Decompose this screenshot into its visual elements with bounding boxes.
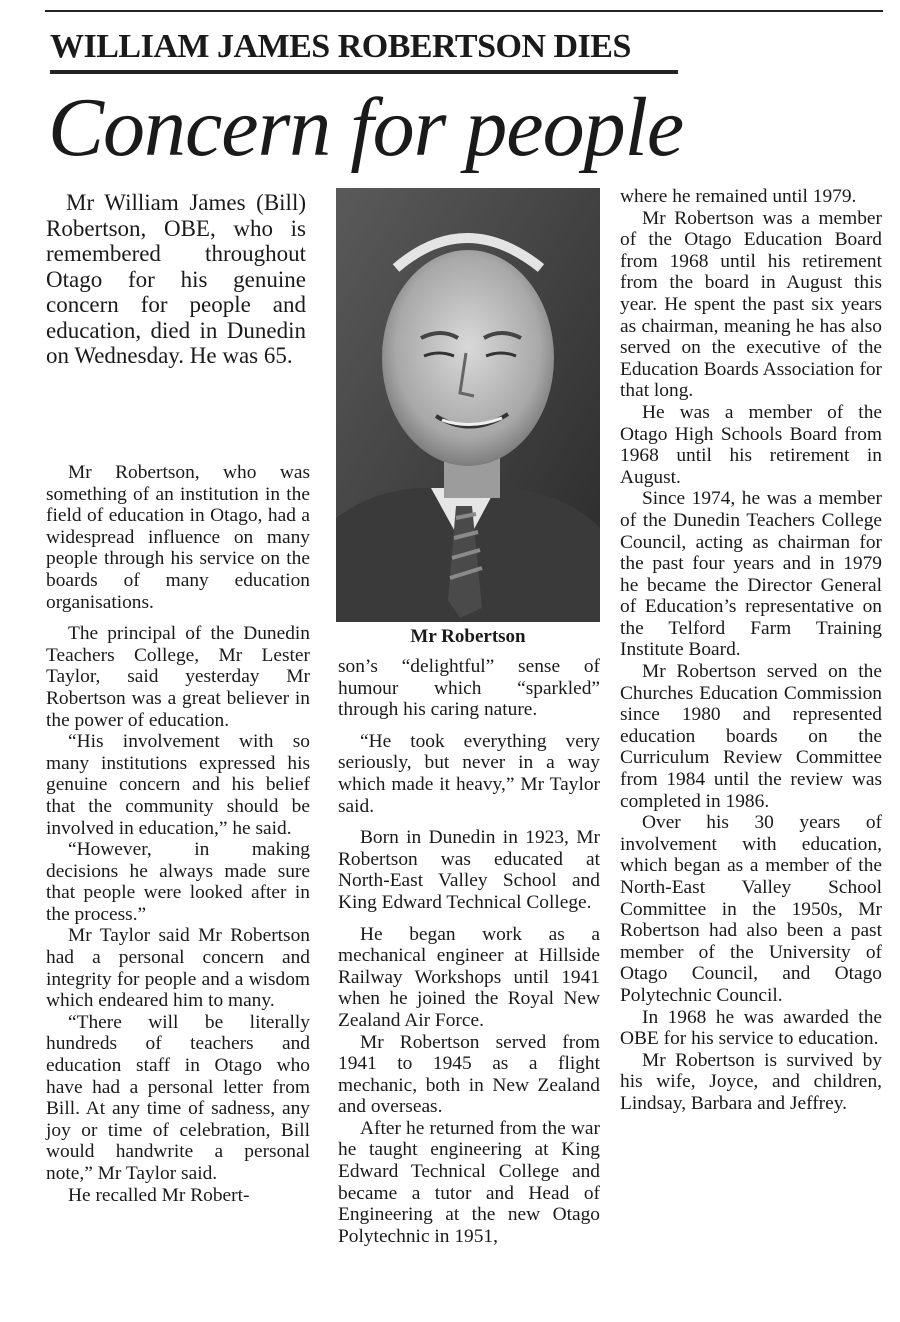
portrait-photo: [336, 188, 600, 622]
paragraph: Over his 30 years of involvement with education, which began as a member of the North-East Valley School Committee in the 1950s, Mr Robertson had also been a past member of the University of Otago Council, and Otago Polytechnic Council.: [620, 812, 882, 1006]
paragraph: He began work as a mechanical engineer at Hillside Railway Workshops until 1941 when he joined the Royal New Zealand Air Force.: [338, 923, 600, 1031]
column-1: [46, 462, 310, 1206]
paragraph: “There will be literally hundreds of teachers and education staff in Otago who have had a personal letter from Bill. At any time of sadness, any joy or time of celebration, Bill would handwrite a personal note,” Mr Taylor said.: [46, 1011, 310, 1184]
main-headline: Concern for people: [48, 81, 684, 174]
paragraph: He recalled Mr Robert-: [68, 1184, 250, 1206]
paragraph: Mr Robertson, who was something of an institution in the field of education in Otago, had a widespread influence on many people through his service on the boards of many education organisations.: [46, 462, 310, 613]
column-2: [338, 656, 600, 1247]
paragraph: “He took everything very seriously, but never in a way which made it heavy,” Mr Taylor said.: [338, 730, 600, 817]
paragraph: Mr Robertson was a member of the Otago Education Board from 1968 until his retirement from the board in August this year. He spent the past six years as chairman, meaning he has also served on the executive of the Education Boards Association for that long.: [620, 207, 882, 402]
paragraph: “His involvement with so many institutions expressed his genuine concern and his belief that the community should be involved in education,” he said.: [46, 731, 310, 839]
paragraph: where he remained until 1979.: [620, 186, 857, 207]
paragraph: Mr Robertson served from 1941 to 1945 as a flight mechanic, both in New Zealand and overseas.: [338, 1031, 600, 1118]
lede-paragraph: Mr William James (Bill) Robertson, OBE, who is remembered throughout Otago for his genuine concern for people and education, died in Dunedin on Wednesday. He was 65.: [46, 190, 306, 368]
paragraph: In 1968 he was awarded the OBE for his service to education.: [620, 1006, 882, 1050]
kicker-headline: WILLIAM JAMES ROBERTSON DIES: [50, 28, 631, 65]
paragraph: Mr Taylor said Mr Robertson had a personal concern and integrity for people and a wisdom which endeared him to many.: [46, 925, 310, 1012]
photo-caption: Mr Robertson: [410, 626, 526, 647]
paragraph: Mr Robertson served on the Churches Education Commission since 1980 and represented education boards on the Curriculum Review Committee from 1984 until the review was completed in 1986.: [620, 661, 882, 812]
column-3: [620, 186, 882, 1115]
kicker-underline: [50, 70, 678, 74]
paragraph: The principal of the Dunedin Teachers College, Mr Lester Taylor, said yesterday Mr Robertson was a great believer in the power of education.: [46, 623, 310, 731]
paragraph: Born in Dunedin in 1923, Mr Robertson was educated at North-East Valley School and King Edward Technical College.: [338, 827, 600, 913]
paragraph: Mr Robertson is survived by his wife, Joyce, and children, Lindsay, Barbara and Jeffrey.: [620, 1049, 882, 1114]
top-rule: [45, 10, 883, 12]
paragraph: “However, in making decisions he always made sure that people were looked after in the process.”: [46, 839, 310, 925]
paragraph: After he returned from the war he taught engineering at King Edward Technical College and became a tutor and Head of Engineering at the new Otago Polytechnic in 1951,: [338, 1117, 600, 1247]
paragraph: son’s “delightful” sense of humour which “sparkled” through his caring nature.: [338, 656, 600, 721]
paragraph: He was a member of the Otago High Schools Board from 1968 until his retirement in August.: [620, 401, 882, 488]
paragraph: Since 1974, he was a member of the Dunedin Teachers College Council, acting as chairman for the past four years and in 1979 he became the Director General of Education’s representative on the Telford Farm Training Institute Board.: [620, 488, 882, 661]
